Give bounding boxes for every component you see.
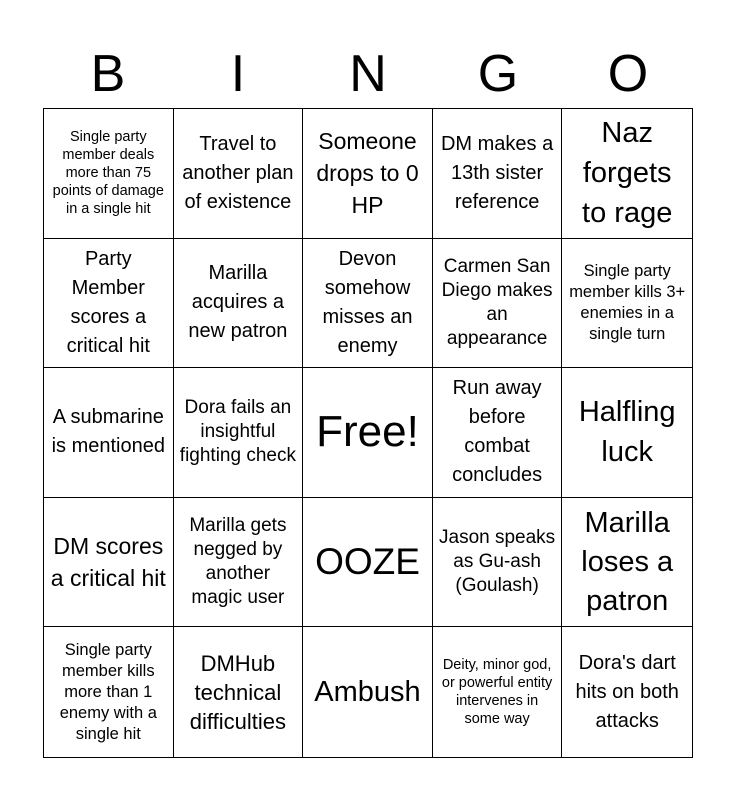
cell-text: DM makes a 13th sister reference xyxy=(440,132,554,213)
bingo-header xyxy=(43,40,693,108)
header-letter-n: N xyxy=(349,45,387,103)
header-letter-g: G xyxy=(477,45,519,103)
cell-text: Party Member scores a critical hit xyxy=(66,247,150,357)
cell-text: Marilla gets negged by another magic user xyxy=(189,515,287,609)
cell-text: Deity, minor god, or powerful entity intervenes in some way xyxy=(441,657,553,728)
bingo-cell[interactable] xyxy=(44,498,174,628)
cell-text: A submarine is mentioned xyxy=(51,406,165,458)
bingo-cell[interactable] xyxy=(433,627,563,757)
bingo-cell[interactable] xyxy=(303,109,433,239)
bingo-cell[interactable] xyxy=(433,498,563,628)
cell-text: Carmen San Diego makes an appearance xyxy=(441,255,553,349)
header-letter-b: B xyxy=(90,45,126,103)
bingo-cell[interactable] xyxy=(44,627,174,757)
cell-text: Marilla acquires a new patron xyxy=(188,262,288,343)
header-letter-i: I xyxy=(230,45,246,103)
cell-text: Marilla loses a patron xyxy=(581,506,674,617)
bingo-cell[interactable] xyxy=(562,368,692,498)
bingo-cell[interactable] xyxy=(44,368,174,498)
cell-text: Devon somehow misses an enemy xyxy=(322,247,413,357)
cell-text: Halfling luck xyxy=(578,396,676,469)
cell-text: Jason speaks as Gu-ash (Goulash) xyxy=(439,527,556,597)
bingo-cell[interactable] xyxy=(562,627,692,757)
cell-text: Single party member kills more than 1 enemy with a single hit xyxy=(59,640,157,743)
bingo-cell[interactable] xyxy=(174,239,304,369)
cell-text: DM scores a critical hit xyxy=(50,533,166,592)
cell-text: Ambush xyxy=(314,675,421,708)
header-letter-o: O xyxy=(607,45,649,103)
bingo-cell[interactable] xyxy=(303,498,433,628)
free-space[interactable] xyxy=(303,368,433,498)
bingo-cell[interactable] xyxy=(433,368,563,498)
bingo-cell[interactable] xyxy=(303,627,433,757)
cell-text: Someone drops to 0 HP xyxy=(316,128,419,219)
bingo-cell[interactable] xyxy=(174,627,304,757)
bingo-cell[interactable] xyxy=(433,109,563,239)
bingo-board xyxy=(43,108,693,758)
cell-text: Travel to another plan of existence xyxy=(182,132,294,213)
bingo-cell[interactable] xyxy=(562,239,692,369)
cell-text: Single party member kills 3+ enemies in a single turn xyxy=(569,261,686,343)
cell-text: Dora fails an insightful fighting check xyxy=(179,397,296,467)
bingo-cell[interactable] xyxy=(174,498,304,628)
cell-text: Naz forgets to rage xyxy=(582,117,673,230)
bingo-cell[interactable] xyxy=(562,498,692,628)
cell-text: Single party member deals more than 75 points of damage in a single hit xyxy=(52,129,164,218)
bingo-cell[interactable] xyxy=(174,109,304,239)
bingo-cell[interactable] xyxy=(433,239,563,369)
cell-text: OOZE xyxy=(315,541,420,583)
cell-text: Free! xyxy=(316,407,419,457)
bingo-cell[interactable] xyxy=(174,368,304,498)
bingo-cell[interactable] xyxy=(44,109,174,239)
bingo-cell[interactable] xyxy=(44,239,174,369)
cell-text: Run away before combat concludes xyxy=(452,377,543,487)
bingo-cell[interactable] xyxy=(303,239,433,369)
cell-text: Dora's dart hits on both attacks xyxy=(575,651,679,732)
bingo-cell[interactable] xyxy=(562,109,692,239)
cell-text: DMHub technical difficulties xyxy=(189,650,286,734)
